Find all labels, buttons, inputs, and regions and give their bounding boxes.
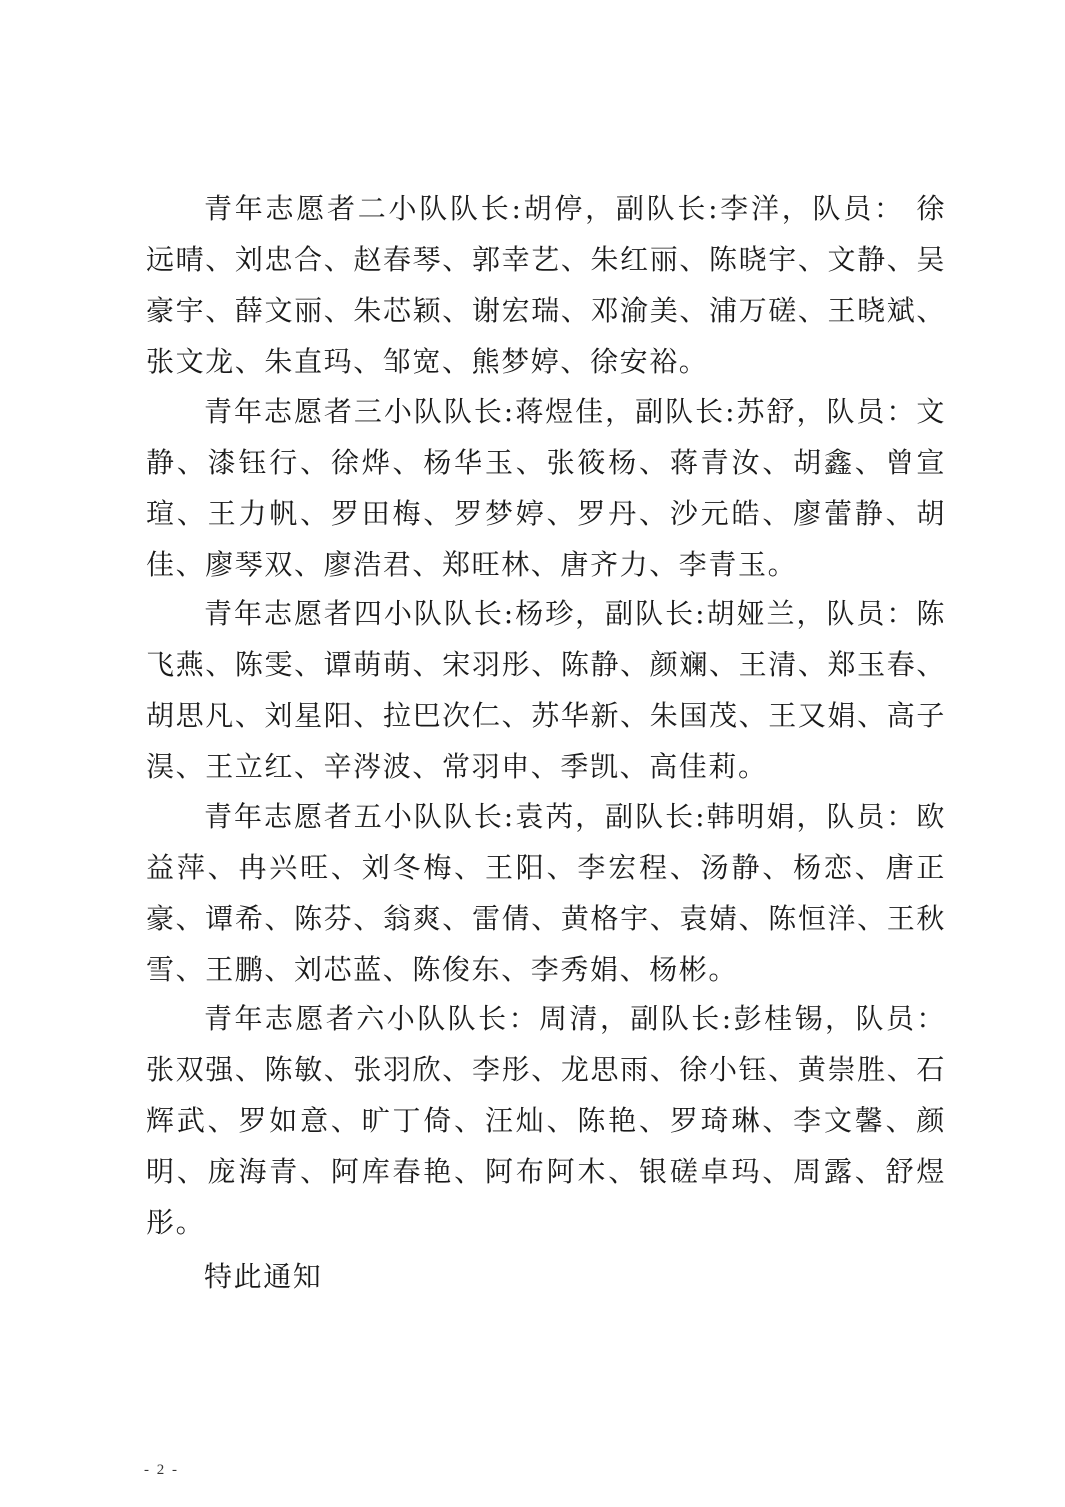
page-number: - 2 - [144, 1462, 179, 1478]
paragraph-team-2: 青年志愿者二小队队长:胡停，副队长:李洋，队员： 徐远晴、刘忠合、赵春琴、郭幸艺、朱红丽、陈晓宇、文静、吴豪宇、薛文丽、朱芯颖、谢宏瑞、邓渝美、浦万磋、王晓斌、张文龙、朱直玛、邹宽、熊梦婷、徐安裕。 [146, 192, 946, 378]
paragraph-team-4: 青年志愿者四小队队长:杨珍，副队长:胡娅兰，队员：陈飞燕、陈雯、谭萌萌、宋羽彤、陈静、颜斓、王清、郑玉春、胡思凡、刘星阳、拉巴次仁、苏华新、朱国茂、王又娟、高子淏、王立红、辛涔波、常羽申、季凯、高佳莉。 [146, 597, 946, 783]
paragraph-team-5: 青年志愿者五小队队长:袁芮，副队长:韩明娟，队员：欧益萍、冉兴旺、刘冬梅、王阳、李宏程、汤静、杨恋、唐正豪、谭希、陈芬、翁爽、雷倩、黄格宇、袁婧、陈恒洋、王秋雪、王鹏、刘芯蓝、陈俊东、李秀娟、杨彬。 [146, 800, 946, 986]
paragraph-team-6: 青年志愿者六小队队长：周清，副队长:彭桂锡，队员：张双强、陈敏、张羽欣、李彤、龙思雨、徐小钰、黄崇胜、石辉武、罗如意、旷丁倚、汪灿、陈艳、罗琦琳、李文馨、颜明、庞海青、阿库春艳、阿布阿木、银磋卓玛、周露、舒煜彤。 [146, 1002, 946, 1239]
closing-line: 特此通知 [204, 1260, 323, 1293]
paragraph-team-3: 青年志愿者三小队队长:蒋煜佳，副队长:苏舒，队员：文静、漆钰行、徐烨、杨华玉、张筱杨、蒋青汝、胡鑫、曾宣瑄、王力帆、罗田梅、罗梦婷、罗丹、沙元皓、廖蕾静、胡佳、廖琴双、廖浩君、郑旺林、唐齐力、李青玉。 [146, 395, 946, 581]
